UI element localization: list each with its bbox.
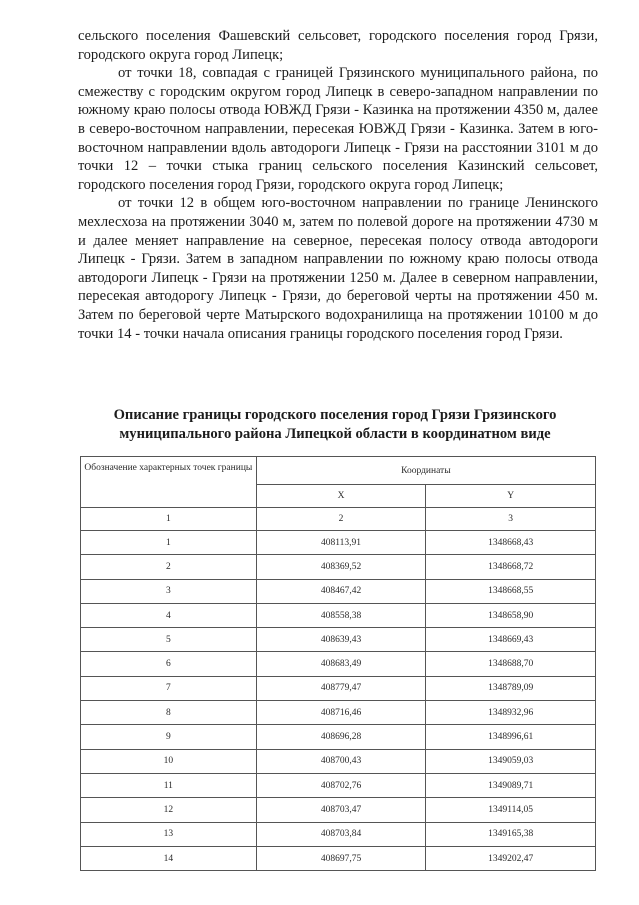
point-number: 12 [81, 798, 257, 822]
y-value: 1348669,43 [426, 628, 596, 652]
column-number-2: 2 [256, 508, 426, 531]
paragraph-1: сельского поселения Фашевский сельсовет, городского поселения город Грязи, городского округа город Липецк; [78, 28, 598, 63]
x-value: 408716,46 [256, 701, 426, 725]
table-title-line-1: Описание границы городского поселения город Грязи Грязинского [113, 407, 557, 423]
header-x: X [256, 485, 426, 508]
header-coordinates: Координаты [256, 457, 595, 485]
y-value: 1348789,09 [426, 676, 596, 700]
point-number: 8 [81, 701, 257, 725]
point-number: 4 [81, 603, 257, 627]
column-number-3: 3 [426, 508, 596, 531]
column-number-1: 1 [81, 508, 257, 531]
point-number: 7 [81, 676, 257, 700]
table-row [81, 773, 596, 797]
x-value: 408683,49 [256, 652, 426, 676]
x-value: 408113,91 [256, 531, 426, 555]
y-value: 1348996,61 [426, 725, 596, 749]
table-row [81, 531, 596, 555]
y-value: 1348668,55 [426, 579, 596, 603]
y-value: 1348668,43 [426, 531, 596, 555]
point-number: 13 [81, 822, 257, 846]
table-row [81, 846, 596, 870]
point-number: 9 [81, 725, 257, 749]
point-number: 11 [81, 773, 257, 797]
table-title-line-2: муниципального района Липецкой области в координатном виде [119, 425, 551, 442]
y-value: 1349059,03 [426, 749, 596, 773]
table-row [81, 725, 596, 749]
table-row [81, 603, 596, 627]
y-value: 1348688,70 [426, 652, 596, 676]
point-number: 6 [81, 652, 257, 676]
coordinates-table [80, 456, 596, 871]
table-row [81, 749, 596, 773]
point-number: 1 [81, 531, 257, 555]
table-row [81, 555, 596, 579]
paragraph-2: от точки 18, совпадая с границей Грязинского муниципального района, по смежеству с городским округом город Липецк в северо-западном направлении по южному краю полосы отвода ЮВЖД Грязи - Казинка на протяжении 4350 м, далее в северо-восточном направлении, пересекая ЮВЖД Грязи - Казинка. Затем в юго-восточном направлении вдоль автодороги Липецк - Грязи на расстоянии 3101 м до точки 12 – точки стыка границ сельского поселения Казинский сельсовет, городского поселения город Грязи, городского округа город Липецк; [78, 65, 598, 193]
x-value: 408467,42 [256, 579, 426, 603]
table-title [70, 406, 600, 443]
y-value: 1349114,05 [426, 798, 596, 822]
y-value: 1348932,96 [426, 701, 596, 725]
x-value: 408639,43 [256, 628, 426, 652]
x-value: 408703,84 [256, 822, 426, 846]
x-value: 408696,28 [256, 725, 426, 749]
table-row [81, 628, 596, 652]
x-value: 408697,75 [256, 846, 426, 870]
table-row [81, 579, 596, 603]
y-value: 1348658,90 [426, 603, 596, 627]
x-value: 408779,47 [256, 676, 426, 700]
point-number: 5 [81, 628, 257, 652]
paragraph-3: от точки 12 в общем юго-восточном направлении по границе Ленинского мехлесхоза на протяжении 3040 м, затем по полевой дороге на протяжении 4730 м и далее меняет направление на северное, пересекая полосу отвода автодороги Липецк - Грязи. Затем в западном направлении по южному краю полосы отвода автодороги Липецк - Грязи на протяжении 1250 м. Далее в северном направлении, пересекая автодорогу Липецк - Грязи, до береговой черты на протяжении 450 м. Затем по береговой черте Матырского водохранилища на протяжении 10100 м до точки 14 - точки начала описания границы городского поселения город Грязи. [78, 195, 598, 342]
y-value: 1349202,47 [426, 846, 596, 870]
y-value: 1348668,72 [426, 555, 596, 579]
point-number: 10 [81, 749, 257, 773]
x-value: 408703,47 [256, 798, 426, 822]
header-y: Y [426, 485, 596, 508]
body-text [78, 27, 598, 343]
x-value: 408369,52 [256, 555, 426, 579]
y-value: 1349089,71 [426, 773, 596, 797]
point-number: 2 [81, 555, 257, 579]
table-row [81, 701, 596, 725]
point-number: 3 [81, 579, 257, 603]
header-points: Обозначение характерных точек границы [81, 457, 257, 508]
x-value: 408702,76 [256, 773, 426, 797]
x-value: 408558,38 [256, 603, 426, 627]
table-row [81, 652, 596, 676]
table-row [81, 798, 596, 822]
x-value: 408700,43 [256, 749, 426, 773]
table-row [81, 676, 596, 700]
point-number: 14 [81, 846, 257, 870]
table-row [81, 822, 596, 846]
y-value: 1349165,38 [426, 822, 596, 846]
